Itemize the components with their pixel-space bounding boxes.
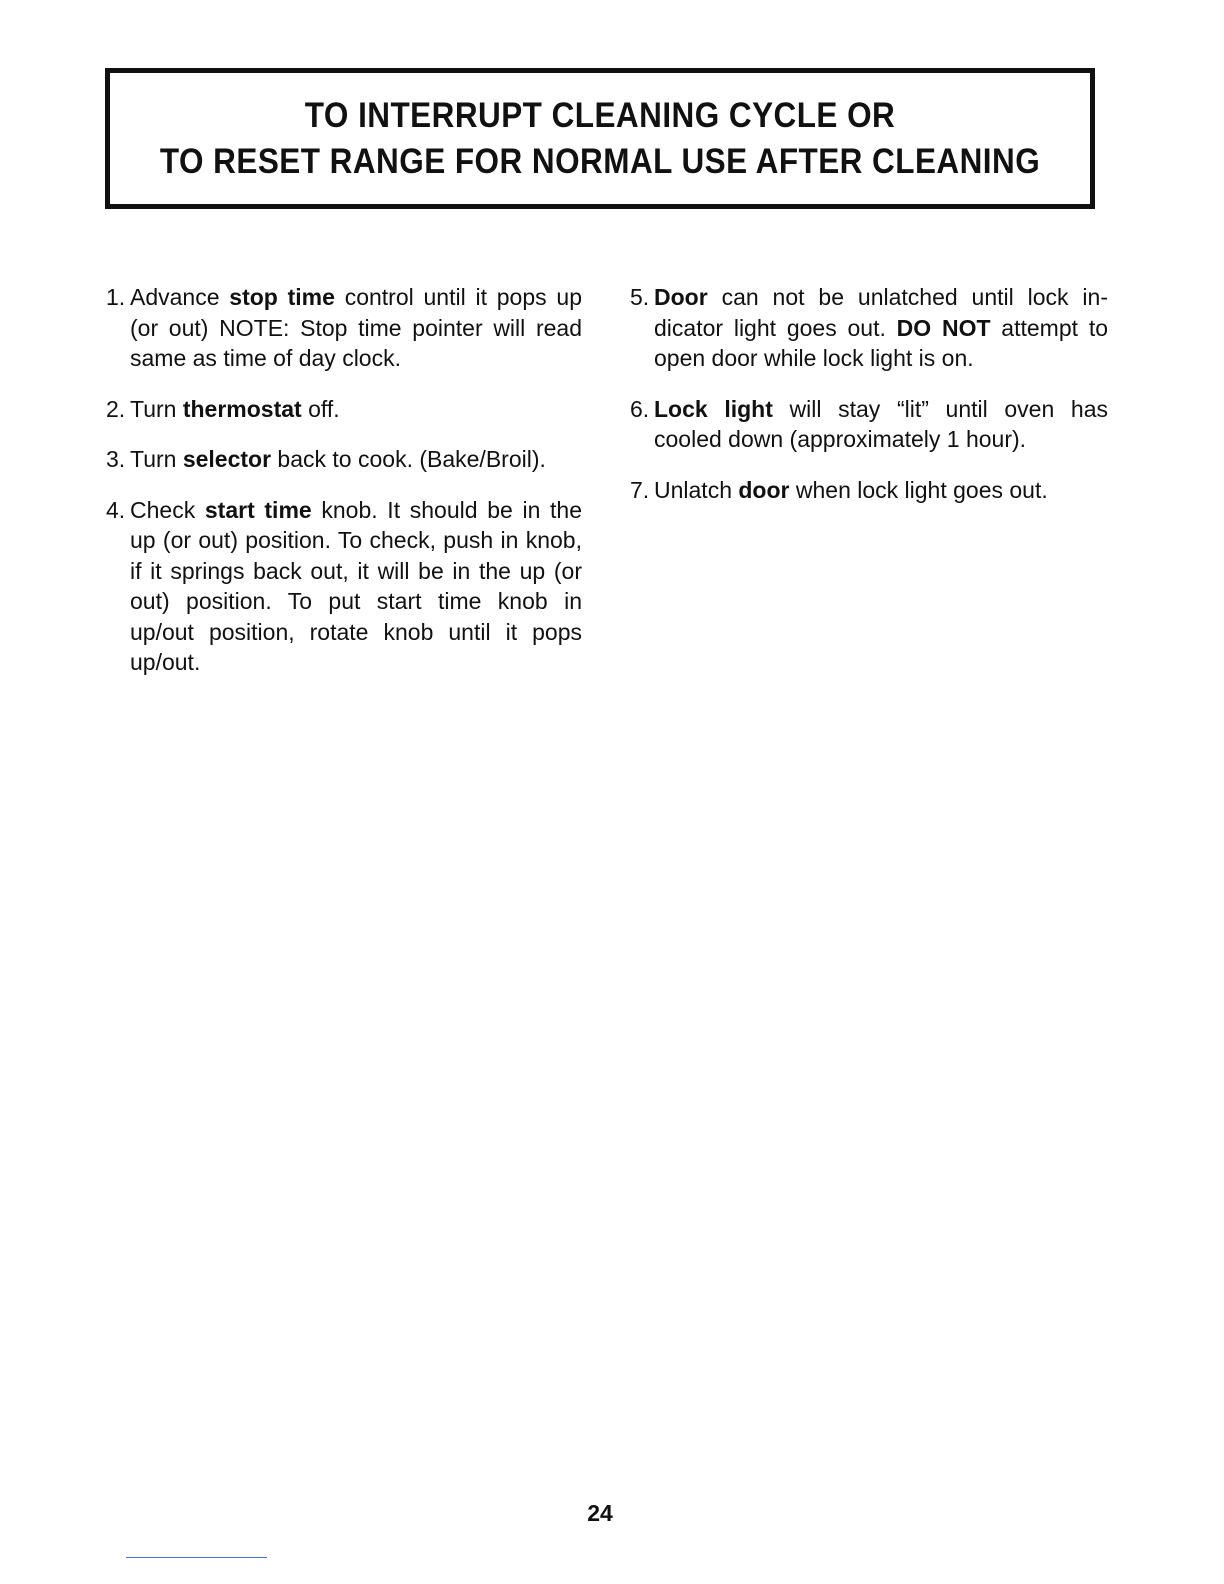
steps-column-left xyxy=(106,282,582,698)
steps-column-right xyxy=(630,282,1108,525)
step-item-6 xyxy=(630,394,1108,455)
step-number: 7. xyxy=(630,476,650,503)
step-number: 1. xyxy=(106,284,126,310)
footer-divider xyxy=(126,1557,267,1558)
step-number: 5. xyxy=(630,284,650,310)
step-text: knob. It should be in the up (or out) position. To check, push in knob, if it springs back out, it will be in the up (or out) position. To put start time knob in up/out position, rotate knob until it pops up/out. xyxy=(130,496,582,675)
step-keyword: selector xyxy=(182,446,272,472)
step-text: off. xyxy=(301,395,340,422)
step-text: Check xyxy=(130,496,205,523)
step-text: Turn xyxy=(130,446,183,472)
step-keyword-warning: DO NOT xyxy=(896,314,991,341)
step-text: control until it pops up (or out) NOTE: Stop time pointer will read same as time of day clock. xyxy=(130,284,582,371)
step-text: Unlatch xyxy=(654,476,739,503)
step-text: Turn xyxy=(130,395,183,422)
step-number: 6. xyxy=(630,395,650,422)
step-text: when lock light goes out. xyxy=(789,476,1048,503)
step-keyword: door xyxy=(738,476,790,503)
step-keyword: Door xyxy=(654,284,708,310)
step-item-1 xyxy=(106,282,582,374)
section-title-line-1: TO INTERRUPT CLEANING CYCLE OR xyxy=(304,95,896,135)
step-keyword: start time xyxy=(204,496,312,523)
step-number: 2. xyxy=(106,395,126,422)
step-text: back to cook. (Bake/Broil). xyxy=(271,446,546,472)
step-text: will stay “lit” until oven has cooled down (approximately 1 hour). xyxy=(654,395,1108,452)
step-keyword: thermostat xyxy=(182,395,302,422)
step-item-2 xyxy=(106,394,582,425)
step-keyword: stop time xyxy=(229,284,335,310)
step-item-7 xyxy=(630,475,1108,506)
step-text: Advance xyxy=(130,284,230,310)
section-title-line-2: TO RESET RANGE FOR NORMAL USE AFTER CLEANING xyxy=(159,141,1041,181)
step-item-4 xyxy=(106,495,582,678)
step-text: can not be unlatched until lock in-dicator light goes out. xyxy=(654,284,1108,341)
page-number: 24 xyxy=(587,1500,613,1526)
section-title-box xyxy=(105,68,1095,209)
step-keyword: Lock light xyxy=(654,395,773,422)
step-number: 4. xyxy=(106,496,126,523)
step-item-5 xyxy=(630,282,1108,374)
step-number: 3. xyxy=(106,446,126,472)
step-text: attempt to open door while lock light is on. xyxy=(654,314,1108,371)
step-item-3 xyxy=(106,444,582,475)
